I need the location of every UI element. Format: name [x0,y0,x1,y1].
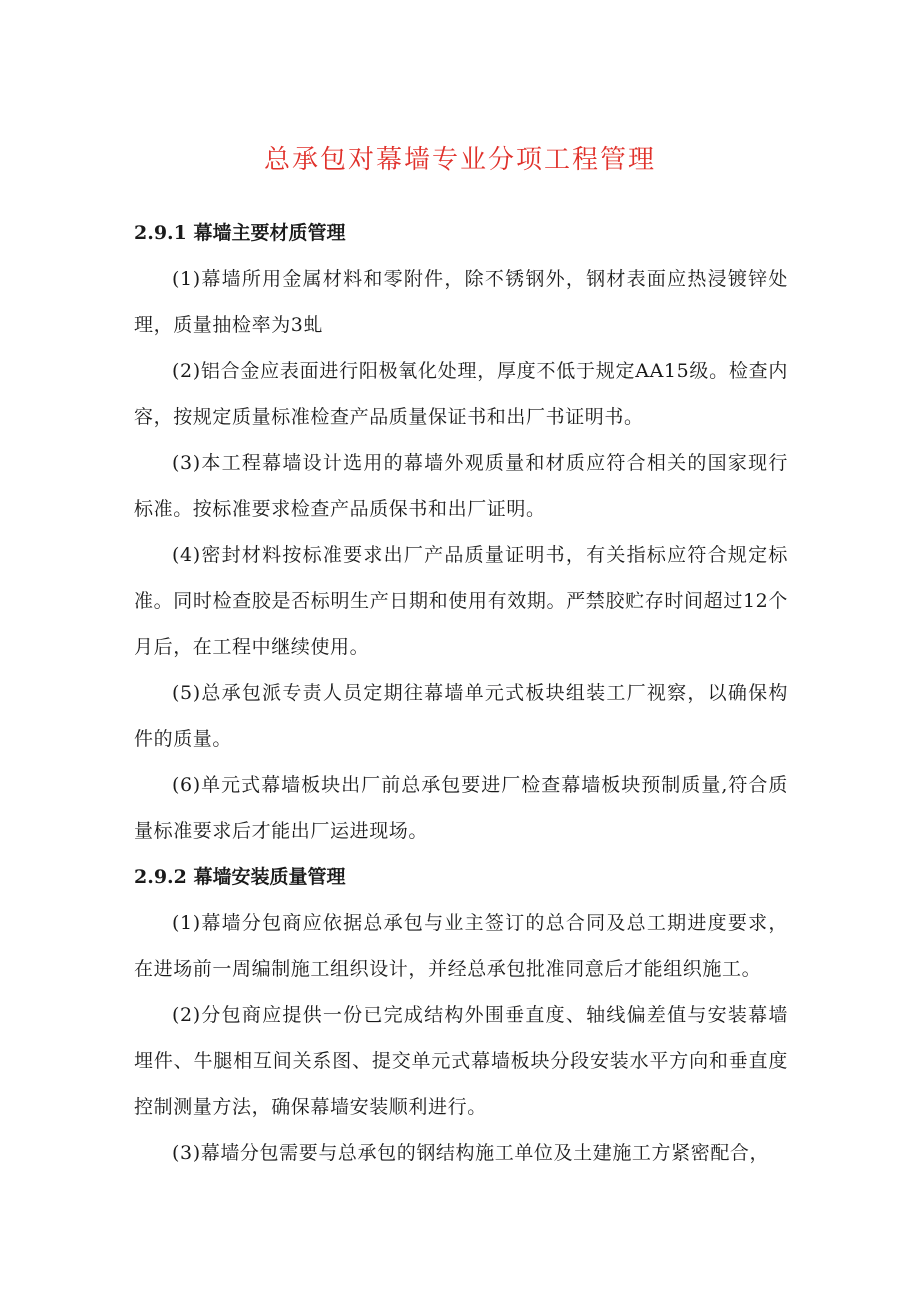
paragraph: (2)铝合金应表面进行阳极氧化处理，厚度不低于规定AA15级。检查内容，按规定质量标准检查产品质量保证书和出厂书证明书。 [134,360,788,428]
paragraph: (1)幕墙分包商应依据总承包与业主签订的总合同及总工期进度要求，在进场前一周编制施工组织设计，并经总承包批准同意后才能组织施工。 [134,912,788,980]
paragraph: (2)分包商应提供一份已完成结构外围垂直度、轴线偏差值与安装幕墙埋件、牛腿相互间关系图、提交单元式幕墙板块分段安装水平方向和垂直度控制测量方法，确保幕墙安装顺利进行。 [134,1004,788,1118]
section-heading-2-9-2: 2.9.2 幕墙安装质量管理 [134,866,346,888]
paragraph: (3)本工程幕墙设计选用的幕墙外观质量和材质应符合相关的国家现行标准。按标准要求检查产品质保书和出厂证明。 [134,452,788,520]
paragraph: (3)幕墙分包需要与总承包的钢结构施工单位及土建施工方紧密配合， [172,1142,770,1164]
section-heading-2-9-1: 2.9.1 幕墙主要材质管理 [134,222,346,244]
paragraph: (1)幕墙所用金属材料和零附件，除不锈钢外，钢材表面应热浸镀锌处理，质量抽检率为3虬 [134,268,788,336]
paragraph: (6)单元式幕墙板块出厂前总承包要进厂检查幕墙板块预制质量,符合质量标准要求后才能出厂运进现场。 [134,774,788,842]
paragraph: (5)总承包派专责人员定期往幕墙单元式板块组装工厂视察，以确保构件的质量。 [134,682,788,750]
page-title: 总承包对幕墙专业分项工程管理 [263,145,656,175]
document-body [134,210,788,1176]
paragraph: (4)密封材料按标准要求出厂产品质量证明书，有关指标应符合规定标准。同时检查胶是否标明生产日期和使用有效期。严禁胶贮存时间超过12个月后，在工程中继续使用。 [134,544,788,658]
